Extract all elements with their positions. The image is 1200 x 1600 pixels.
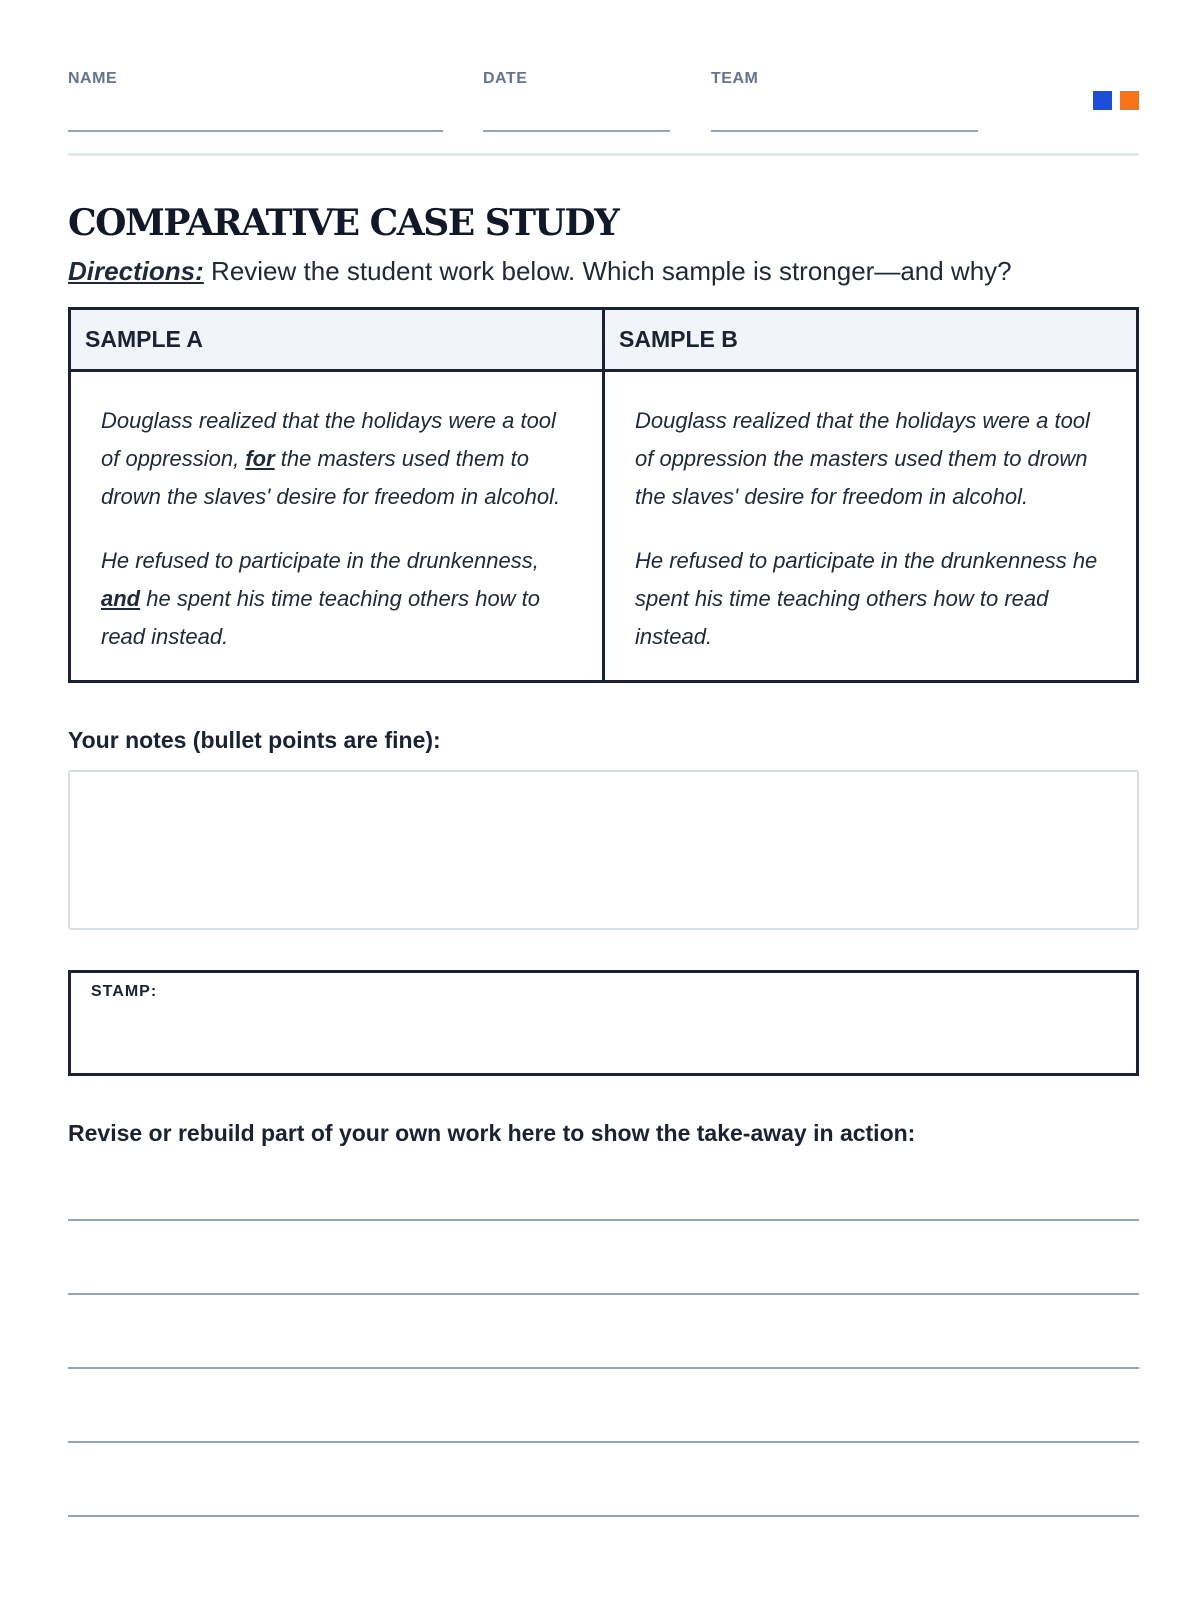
revise-label: Revise or rebuild part of your own work here to show the take-away in action: [68,1120,916,1146]
blue-square-logo [1093,91,1112,110]
writing-line[interactable] [68,1367,1139,1369]
worksheet [68,0,1139,1517]
team-line [711,130,978,132]
notes-label: Your notes (bullet points are fine): [68,727,441,753]
date-field[interactable]: DATE [483,70,527,88]
directions: Directions: Review the student work below. Which sample is stronger—and why? [68,256,1012,286]
header [68,0,1139,156]
orange-square-logo [1120,91,1139,110]
date-line [483,130,670,132]
stamp-box: STAMP: [68,970,1139,1076]
team-field[interactable]: TEAM [711,70,758,88]
name-line [68,130,443,132]
sample-b-text: Douglass realized that the holidays were a tool of oppression the masters used them to drown the slaves' desire for freedom in alcohol. He refused to participate in the drunkenness he spent his time teaching others how to read instead. [604,371,1138,682]
writing-line[interactable] [68,1441,1139,1443]
writing-line[interactable] [68,1293,1139,1295]
sample-b-heading: SAMPLE B [604,309,1138,371]
writing-line[interactable] [68,1515,1139,1517]
samples-table [68,307,1139,683]
page-title: COMPARATIVE CASE STUDY [68,202,619,244]
sample-a-heading: SAMPLE A [70,309,604,371]
sample-a-text: Douglass realized that the holidays were a tool of oppression, for the masters used them to drown the slaves' desire for freedom in alcohol. He refused to participate in the drunkenness, and he spent his time teaching others how to read instead. [70,371,604,682]
writing-line[interactable] [68,1219,1139,1221]
notes-box[interactable] [68,770,1139,930]
name-field[interactable]: NAME [68,70,117,88]
